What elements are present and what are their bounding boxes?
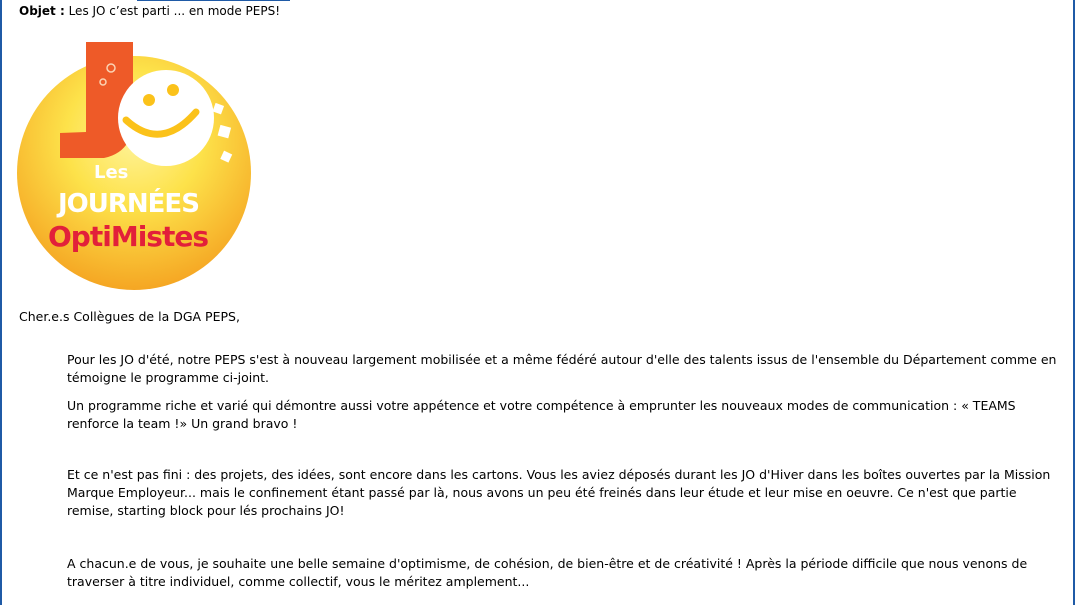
subject-label: Objet : — [19, 4, 65, 18]
email-paragraph-2: Un programme riche et varié qui démontre aussi votre appétence et votre compétence à emprunter les nouveaux modes de communication : « TEAMS renforce la team !» Un grand bravo ! — [67, 398, 1016, 431]
email-greeting: Cher.e.s Collègues de la DGA PEPS, — [19, 309, 240, 324]
logo-line-journees: JOURNÉES — [58, 189, 199, 219]
email-paragraph-4: A chacun.e de vous, je souhaite une belle semaine d'optimisme, de cohésion, de bien-être et de créativité ! Après la période difficile que nous venons de traverser à titre individuel, comme collectif, vous le méritez amplement... — [67, 556, 1028, 589]
smile-eye-left — [143, 94, 155, 106]
header-link-underline — [137, 0, 290, 1]
logo-line-les: Les — [94, 162, 129, 183]
email-paragraph-1: Pour les JO d'été, notre PEPS s'est à nouveau largement mobilisée et a même fédéré autour d'elle des talents issus de l'ensemble du Département comme en témoigne le programme ci-joint. — [67, 352, 1057, 385]
journees-optimistes-logo — [16, 40, 256, 290]
subject-text: Les JO c’est parti ... en mode PEPS! — [64, 4, 281, 18]
letter-o-face — [118, 70, 214, 166]
window-left-border — [0, 0, 2, 605]
email-paragraph-3: Et ce n'est pas fini : des projets, des idées, sont encore dans les cartons. Vous les aviez déposés durant les JO d'Hiver dans les boîtes ouvertes par la Mission Marque Employeur... mais le confinement étant passé par là, nous avons un peu été freinés dans leur étude et leur mise en oeuvre. Ce n'est que partie remise, starting block pour lés prochains JO! — [67, 467, 1051, 518]
email-subject — [19, 4, 280, 19]
logo-line-optimistes: OptiMistes — [48, 220, 208, 253]
smile-eye-right — [167, 84, 179, 96]
